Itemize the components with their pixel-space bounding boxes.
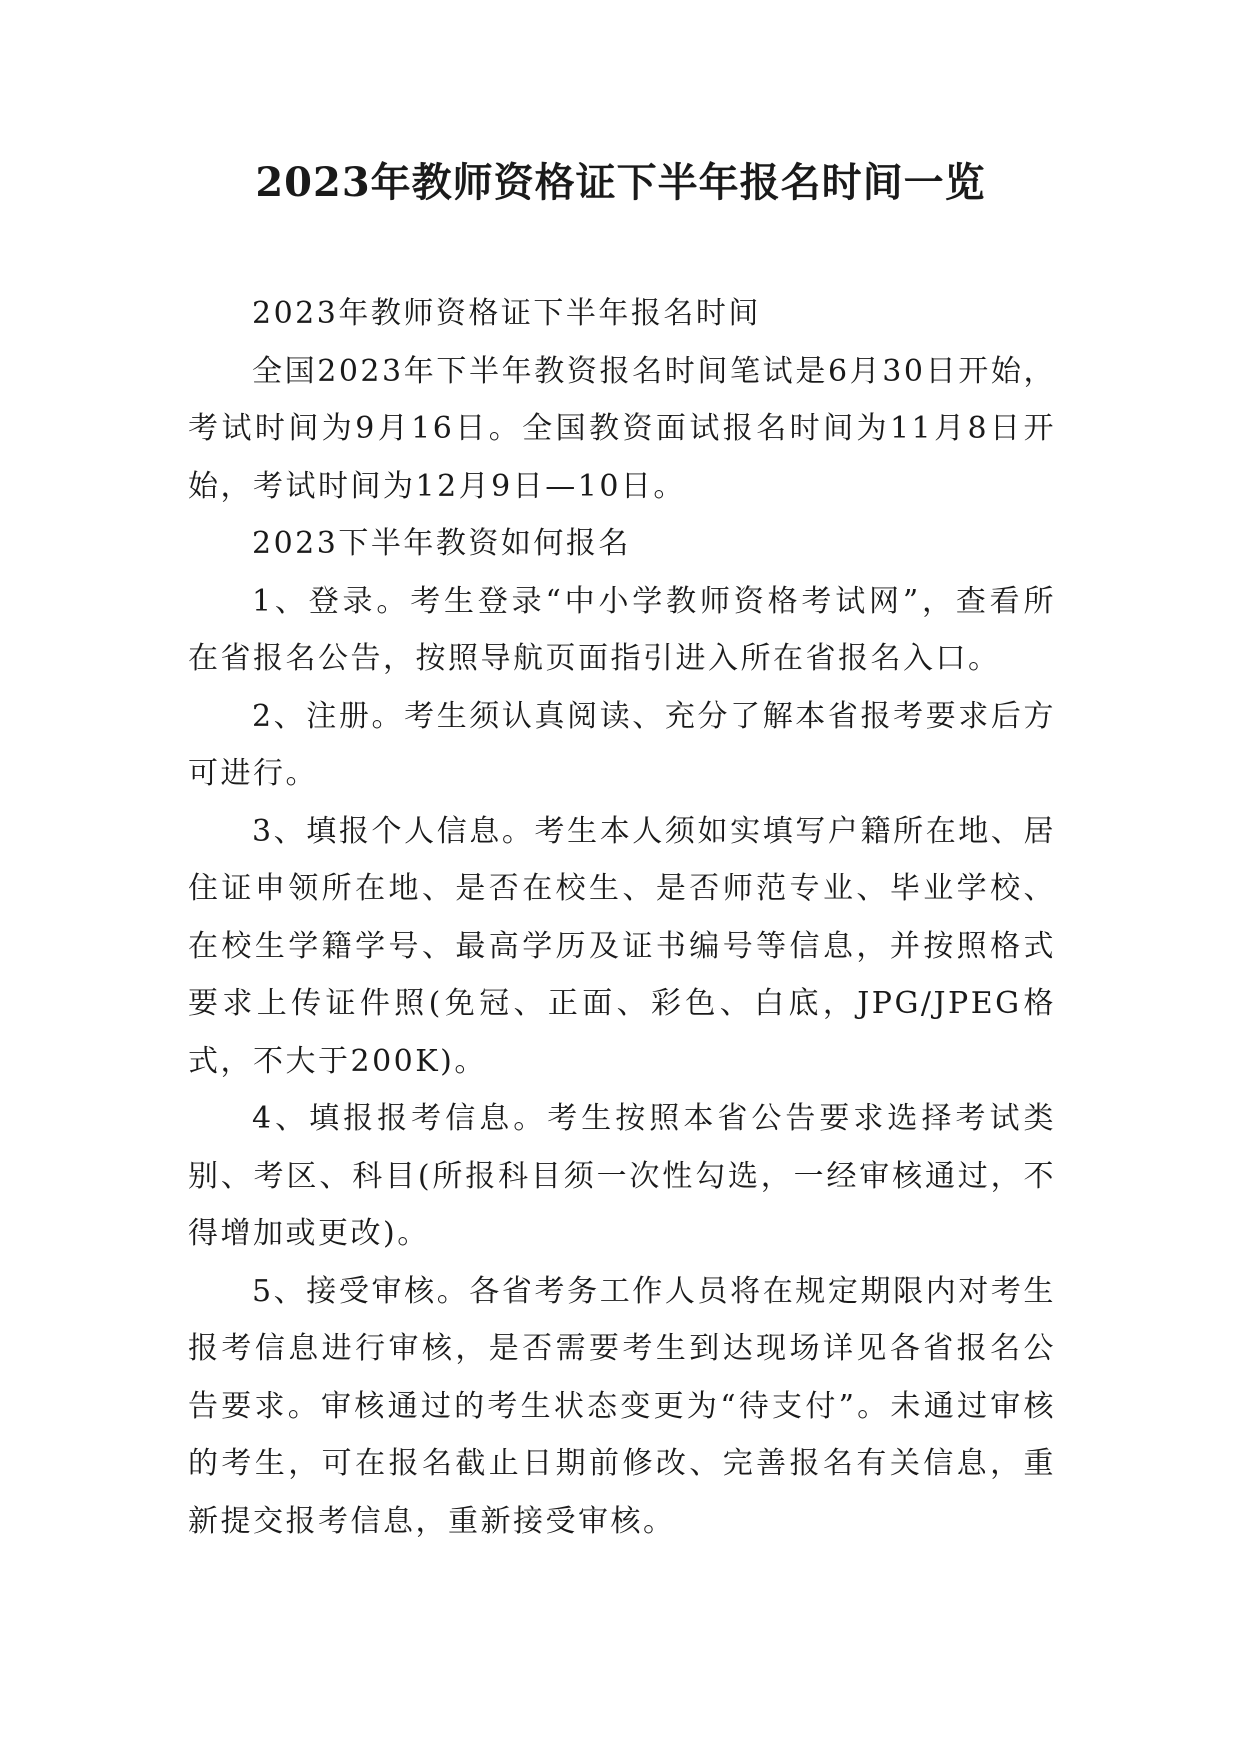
paragraph-step-login: 1、登录。考生登录“中小学教师资格考试网”，查看所在省报名公告，按照导航页面指引进入所在省报名入口。 bbox=[188, 583, 1056, 676]
document-body bbox=[188, 285, 1056, 1550]
paragraph-step-review: 5、接受审核。各省考务工作人员将在规定期限内对考生报考信息进行审核，是否需要考生到达现场详见各省报名公告要求。审核通过的考生状态变更为“待支付”。未通过审核的考生，可在报名截止日期前修改、完善报名有关信息，重新提交报考信息，重新接受审核。 bbox=[188, 1273, 1056, 1539]
section-heading-how-to-register: 2023下半年教资如何报名 bbox=[252, 526, 631, 561]
paragraph-step-personal-info: 3、填报个人信息。考生本人须如实填写户籍所在地、居住证申领所在地、是否在校生、是否师范专业、毕业学校、在校生学籍学号、最高学历及证书编号等信息，并按照格式要求上传证件照(免冠、正面、彩色、白底，JPG/JPEG格式，不大于200K)。 bbox=[188, 813, 1056, 1079]
document-title: 2023年教师资格证下半年报名时间一览 bbox=[255, 159, 986, 206]
paragraph-step-exam-info: 4、填报报考信息。考生按照本省公告要求选择考试类别、考区、科目(所报科目须一次性勾选，一经审核通过，不得增加或更改)。 bbox=[188, 1101, 1056, 1251]
paragraph-registration-dates: 全国2023年下半年教资报名时间笔试是6月30日开始，考试时间为9月16日。全国教资面试报名时间为11月8日开始，考试时间为12月9日—10日。 bbox=[188, 353, 1056, 504]
section-heading-registration-time: 2023年教师资格证下半年报名时间 bbox=[252, 296, 761, 331]
paragraph-step-register: 2、注册。考生须认真阅读、充分了解本省报考要求后方可进行。 bbox=[188, 698, 1056, 791]
